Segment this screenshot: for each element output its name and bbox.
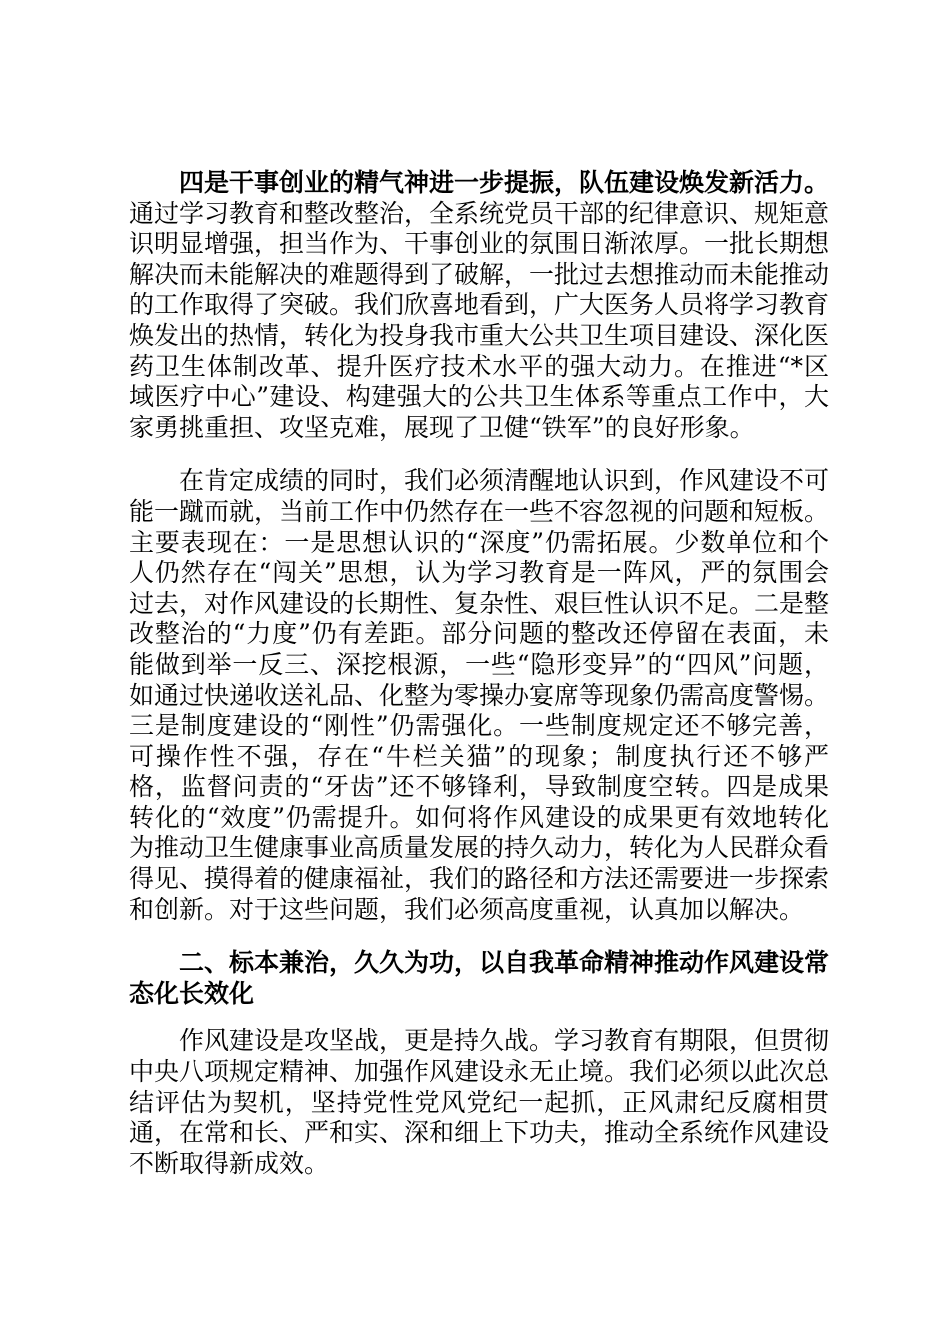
document-body	[129, 168, 829, 1179]
paragraph-text: 通过学习教育和整改整治，全系统党员干部的纪律意识、规矩意识明显增强，担当作为、干事创业的氛围日渐浓厚。一批长期想解决而未能解决的难题得到了破解，一批过去想推动而未能推动的工作取得了突破。我们欣喜地看到，广大医务人员将学习教育焕发出的热情，转化为投身我市重大公共卫生项目建设、深化医药卫生体制改革、提升医疗技术水平的强大动力。在推进“*区域医疗中心”建设、构建强大的公共卫生体系等重点工作中，大家勇挑重担、攻坚克难，展现了卫健“铁军”的良好形象。	[129, 198, 830, 442]
paragraph-spacer	[129, 925, 829, 948]
paragraph-problems: 在肯定成绩的同时，我们必须清醒地认识到，作风建设不可能一蹴而就，当前工作中仍然存在一些不容忽视的问题和短板。主要表现在：一是思想认识的“深度”仍需拓展。少数单位和个人仍然存在“闯关”思想，认为学习教育是一阵风，严的氛围会过去，对作风建设的长期性、复杂性、艰巨性认识不足。二是整改整治的“力度”仍有差距。部分问题的整改还停留在表面，未能做到举一反三、深挖根源，一些“隐形变异”的“四风”问题，如通过快递收送礼品、化整为零操办宴席等现象仍需高度警惕。三是制度建设的“刚性”仍需强化。一些制度规定还不够完善，可操作性不强，存在“牛栏关猫”的现象；制度执行还不够严格，监督问责的“牙齿”还不够锋利，导致制度空转。四是成果转化的“效度”仍需提升。如何将作风建设的成果更有效地转化为推动卫生健康事业高质量发展的持久动力，转化为人民群众看得见、摸得着的健康福祉，我们的路径和方法还需要进一步探索和创新。对于这些问题，我们必须高度重视，认真加以解决。	[129, 466, 830, 924]
paragraph-section-intro: 作风建设是攻坚战，更是持久战。学习教育有期限，但贯彻中央八项规定精神、加强作风建设永无止境。我们必须以此次总结评估为契机，坚持党性党风党纪一起抓，正风肃纪反腐相贯通，在常和长、严和实、深和细上下功夫，推动全系统作风建设不断取得新成效。	[129, 1026, 830, 1178]
paragraph-spacer	[129, 1009, 829, 1026]
paragraph-spacer	[129, 443, 829, 466]
paragraph-lead-bold: 四是干事创业的精气神进一步提振，队伍建设焕发新活力。	[179, 168, 830, 197]
section-heading: 二、标本兼治，久久为功，以自我革命精神推动作风建设常态化长效化	[129, 948, 830, 1008]
paragraph-4-achievement	[129, 168, 829, 443]
